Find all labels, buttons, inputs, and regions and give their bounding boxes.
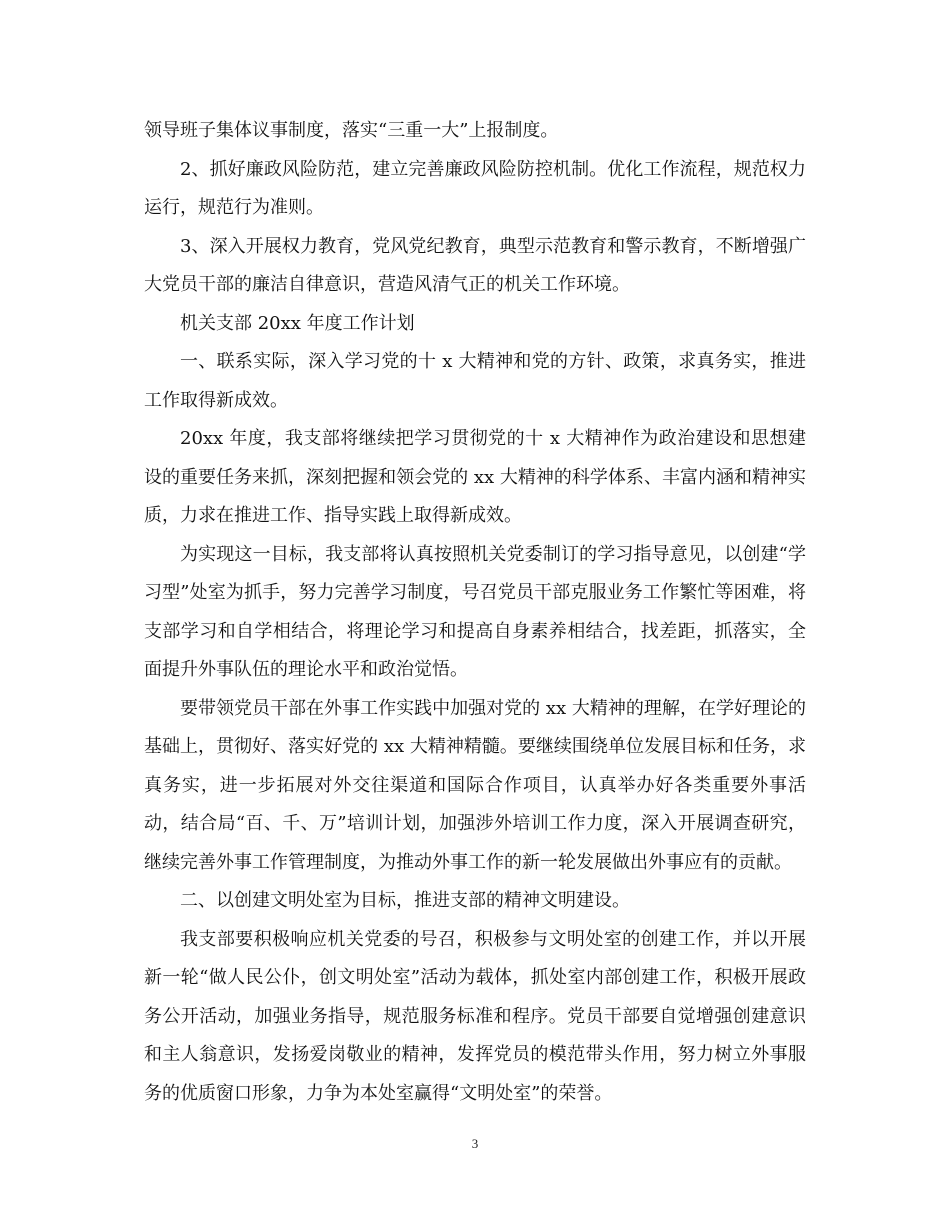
paragraph-3: 3、深入开展权力教育，党风党纪教育，典型示范教育和警示教育，不断增强广大党员干部的廉洁自律意识，营造风清气正的机关工作环境。 bbox=[144, 235, 806, 295]
section-heading: 机关支部 20xx 年度工作计划 bbox=[180, 312, 415, 334]
page-number: 3 bbox=[471, 1136, 479, 1151]
paragraph-2: 2、抓好廉政风险防范，建立完善廉政风险防控机制。优化工作流程，规范权力运行，规范行为准则。 bbox=[144, 158, 806, 218]
paragraph-5: 一、联系实际，深入学习党的十 x 大精神和党的方针、政策，求真务实，推进工作取得新成效。 bbox=[144, 351, 806, 411]
paragraph-10: 我支部要积极响应机关党委的号召，积极参与文明处室的创建工作，并以开展新一轮“做人民公仆，创文明处室”活动为载体，抓处室内部创建工作，积极开展政务公开活动，加强业务指导，规范服务标准和程序。党员干部要自觉增强创建意识和主人翁意识，发扬爱岗敬业的精神，发挥党员的模范带头作用，努力树立外事服务的优质窗口形象，力争为本处室赢得“文明处室”的荣誉。 bbox=[144, 928, 806, 1104]
paragraph-8: 要带领党员干部在外事工作实践中加强对党的 xx 大精神的理解，在学好理论的基础上，贯彻好、落实好党的 xx 大精神精髓。要继续围绕单位发展目标和任务，求真务实，进一步拓展对外交往渠道和国际合作项目，认真举办好各类重要外事活动，结合局“百、千、万”培训计划，加强涉外培训工作力度，深入开展调查研究，继续完善外事工作管理制度，为推动外事工作的新一轮发展做出外事应有的贡献。 bbox=[144, 697, 806, 873]
paragraph-6: 20xx 年度，我支部将继续把学习贯彻党的十 x 大精神作为政治建设和思想建设的重要任务来抓，深刻把握和领会党的 xx 大精神的科学体系、丰富内涵和精神实质，力求在推进工作、指导实践上取得新成效。 bbox=[144, 428, 806, 526]
paragraph-9: 二、以创建文明处室为目标，推进支部的精神文明建设。 bbox=[180, 890, 630, 911]
paragraph-1: 领导班子集体议事制度，落实“三重一大”上报制度。 bbox=[144, 120, 559, 141]
document-body bbox=[144, 112, 806, 1113]
paragraph-7: 为实现这一目标，我支部将认真按照机关党委制订的学习指导意见，以创建“学习型”处室为抓手，努力完善学习制度，号召党员干部克服业务工作繁忙等困难，将支部学习和自学相结合，将理论学习和提高自身素养相结合，找差距，抓落实，全面提升外事队伍的理论水平和政治觉悟。 bbox=[144, 543, 806, 680]
